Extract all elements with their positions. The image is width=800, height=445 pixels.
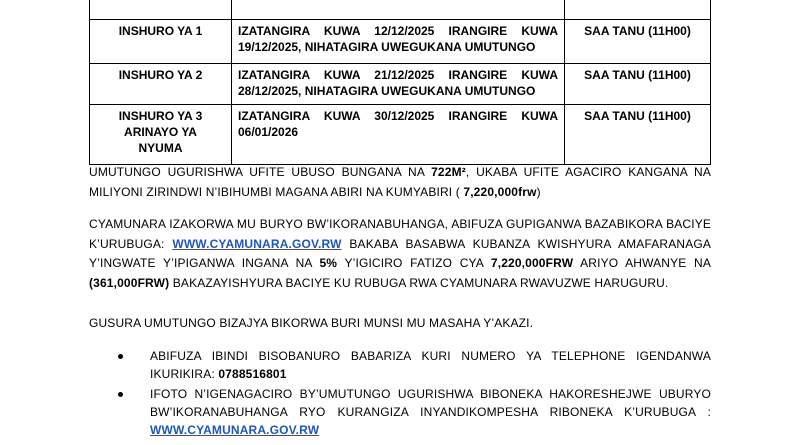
auction-text: CYAMUNARA IZAKORWA MU BURYO BW’IKORANABUHANGA, ABIFUZA GUPIGANWA BAZABIKORA BACIYE K’URUBUGA: [89, 217, 711, 251]
property-text: ) [536, 184, 541, 199]
deposit-percent: 5% [319, 256, 338, 270]
round-cell: INSHURO YA 1 [90, 20, 232, 64]
property-paragraph [89, 163, 711, 202]
period-cell: IZATANGIRA KUWA 30/12/2025 IRANGIRE KUWA 06/01/2026 [232, 105, 565, 165]
auction-paragraph [89, 215, 711, 293]
round-cell: INSHURO YA 3 ARINAYO YA NYUMA [90, 105, 232, 165]
cyamunara-link[interactable]: WWW.CYAMUNARA.GOV.RW [150, 423, 320, 437]
time-cell: SAA TANU (11H00) [565, 64, 711, 105]
bullet-icon [118, 392, 123, 397]
list-item [118, 385, 711, 439]
time-cell: SAA TANU (11H00) [565, 105, 711, 165]
bullet-icon [118, 354, 123, 359]
property-value: 7,220,000frw [463, 184, 537, 199]
time-cell: SAA TANU (11H00) [565, 20, 711, 64]
period-cell: IZATANGIRA KUWA 21/12/2025 IRANGIRE KUWA 28/12/2025, NIHATAGIRA UWEGUKANA UMUTUNGO [232, 64, 565, 105]
cyamunara-link[interactable]: WWW.CYAMUNARA.GOV.RW [172, 236, 342, 251]
auction-text: BAKABA BASABWA KUBANZA KWISHYURA AMAFARANAGA Y’INGWATE Y’IPIGANWA INGANA NA [89, 236, 711, 270]
base-price: 7,220,000FRW [490, 256, 574, 270]
auction-text: Y’IGICIRO FATIZO CYA [337, 256, 491, 270]
round-cell [90, 0, 232, 20]
table-row [90, 20, 711, 64]
period-cell: IZATANGIRA KUWA 12/12/2025 IRANGIRE KUWA 19/12/2025, NIHATAGIRA UWEGUKANA UMUTUNGO [232, 20, 565, 64]
property-area: 722M² [431, 165, 466, 179]
auction-text: ARIYO AHWANYE NA [573, 256, 711, 270]
visit-paragraph: GUSURA UMUTUNGO BIZAJYA BIKORWA BURI MUNSI MU MASAHA Y’AKAZI. [89, 316, 534, 330]
property-text: UMUTUNGO UGURISHWA UFITE UBUSO BUNGANA NA [89, 165, 432, 179]
time-cell [565, 0, 711, 20]
phone-number: 0788516801 [218, 367, 287, 381]
auction-schedule-table [89, 0, 711, 165]
auction-text: BAKAZAYISHYURA BACIYE KU RUBUGA RWA CYAMUNARA RWAVUZWE HARUGURU. [169, 275, 669, 290]
info-list [118, 347, 711, 441]
round-cell: INSHURO YA 2 [90, 64, 232, 105]
table-row [90, 64, 711, 105]
table-row [90, 0, 711, 20]
list-item [118, 347, 711, 383]
photo-text: IFOTO N’IGENAGACIRO BY’UMUTUNGO UGURISHWA BIBONEKA HAKORESHEJWE UBURYO BW’IKORANABUHANGA RYO KURANGIZA INYANDIKOMPESHA RIBONEKA K’URUBUGA : [150, 387, 711, 419]
info-text: ABIFUZA IBINDI BISOBANURO BABARIZA KURI NUMERO YA TELEPHONE IGENDANWA IKURIKIRA: [150, 349, 711, 381]
period-cell [232, 0, 565, 20]
table-row [90, 105, 711, 165]
property-text: , UKABA UFITE AGACIRO KANGANA NA MILIYONI ZIRINDWI N’IBIHUMBI MAGANA ABIRI NA KUMYABIRI ( [89, 165, 711, 199]
deposit-amount: (361,000FRW) [89, 275, 170, 290]
